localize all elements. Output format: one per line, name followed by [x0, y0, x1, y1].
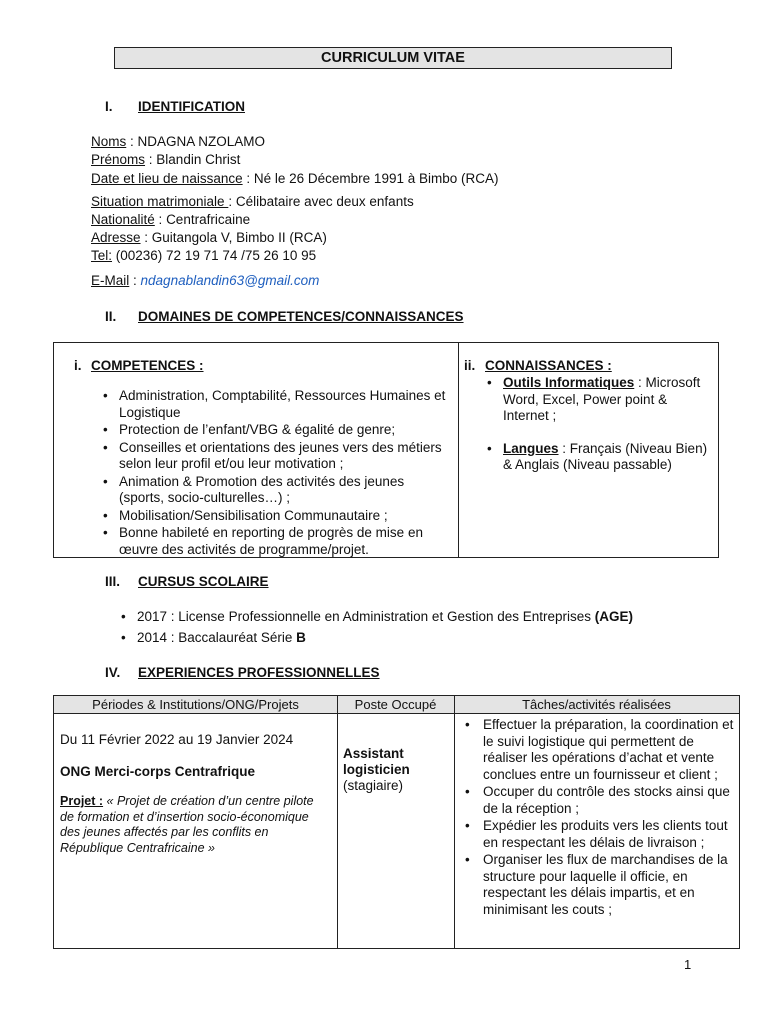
- page-number: 1: [684, 957, 692, 972]
- situation-value: Célibataire avec deux enfants: [235, 194, 414, 209]
- list-item: • Expédier les produits vers les clients tout en respectant les délais de livraison ;: [463, 818, 735, 851]
- noms-value: NDAGNA NZOLAMO: [137, 134, 266, 149]
- experience-projet: Projet : « Projet de création d’un centre pilote de formation et d’insertion socio-économique des jeunes affectés par les conflits en République Centrafricaine »: [60, 794, 314, 855]
- field-adresse: Adresse : Guitangola V, Bimbo II (RCA): [91, 230, 327, 245]
- cv-title: CURRICULUM VITAE: [114, 47, 672, 69]
- section-number: II.: [105, 309, 117, 324]
- list-item: • Administration, Comptabilité, Ressources Humaines et Logistique: [101, 388, 446, 421]
- list-item: • Organiser les flux de marchandises de la structure pour laquelle il officie, en respectant les délais impartis, et en minimisant les couts ;: [463, 852, 735, 918]
- cursus-list: [119, 607, 719, 649]
- header-periode: Périodes & Institutions/ONG/Projets: [92, 697, 299, 712]
- list-item: • Langues : Français (Niveau Bien) & Anglais (Niveau passable): [485, 441, 710, 474]
- naissance-value: Né le 26 Décembre 1991 à Bimbo (RCA): [253, 171, 499, 186]
- taches-list: [463, 717, 735, 919]
- section-title: CURSUS SCOLAIRE: [138, 574, 269, 589]
- field-situation: Situation matrimoniale : Célibataire avec deux enfants: [91, 194, 414, 209]
- list-item: • Outils Informatiques : Microsoft Word, Excel, Power point & Internet ;: [485, 375, 710, 425]
- list-item: • 2017 : License Professionnelle en Administration et Gestion des Entreprises (AGE): [119, 607, 719, 627]
- section-title: IDENTIFICATION: [138, 99, 245, 114]
- field-tel: Tel: (00236) 72 19 71 74 /75 26 10 95: [91, 248, 317, 263]
- list-item: • Bonne habileté en reporting de progrès de mise en œuvre des activités de programme/projet.: [101, 525, 446, 558]
- column-divider: [458, 343, 459, 557]
- field-email: E-Mail : ndagnablandin63@gmail.com: [91, 273, 320, 288]
- adresse-value: Guitangola V, Bimbo II (RCA): [151, 230, 327, 245]
- experience-period: Du 11 Février 2022 au 19 Janvier 2024: [60, 732, 294, 747]
- competences-list: [101, 388, 446, 559]
- experience-table: [53, 695, 740, 949]
- section-title: EXPERIENCES PROFESSIONNELLES: [138, 665, 380, 680]
- list-item: • 2014 : Baccalauréat Série B: [119, 628, 719, 648]
- list-item: • Mobilisation/Sensibilisation Communautaire ;: [101, 508, 446, 525]
- field-naissance: Date et lieu de naissance : Né le 26 Décembre 1991 à Bimbo (RCA): [91, 171, 499, 186]
- list-item: • Conseilles et orientations des jeunes vers des métiers selon leur profil et/ou leur motivation ;: [101, 440, 446, 473]
- field-noms: Noms : NDAGNA NZOLAMO: [91, 134, 266, 149]
- nationalite-value: Centrafricaine: [166, 212, 251, 227]
- competences-table: i. COMPETENCES : • Administration, Comptabilité, Ressources Humaines et Logistique • Protection de l’enfant/VBG & égalité de genre; • Conseilles et orientations des jeunes vers des métiers selon leur profil et/ou leur motivation ; • Animation & Promotion des activités des jeunes (sports, socio-culturelles…) ; • Mobilisation/Sensibilisation Communautaire ; • Bonne habileté en reporting de progrès de mise en œuvre des activités de programme/projet. ii. CONNAISSANCES : • Outils Informatiques : Microsoft Word, Excel, Power point & Internet ; • Langues : Français (Niveau Bien) & Anglais (Niveau passable): [53, 342, 719, 558]
- section-number: IV.: [105, 665, 121, 680]
- list-item: • Animation & Promotion des activités des jeunes (sports, socio-culturelles…) ;: [101, 474, 446, 507]
- experience-org: ONG Merci-corps Centrafrique: [60, 764, 256, 779]
- table-header: [54, 696, 739, 714]
- connaissances-list: [485, 375, 710, 475]
- list-item: • Effectuer la préparation, la coordination et le suivi logistique qui permettent de réaliser les opérations d’achat et vente conclues entre un fournisseur et client ;: [463, 717, 735, 783]
- prenoms-value: Blandin Christ: [156, 152, 241, 167]
- list-item: • Protection de l’enfant/VBG & égalité de genre;: [101, 422, 446, 439]
- field-prenoms: Prénoms : Blandin Christ: [91, 152, 241, 167]
- section-number: I.: [105, 99, 113, 114]
- column-divider: [337, 696, 338, 948]
- header-taches: Tâches/activités réalisées: [522, 697, 671, 712]
- experience-poste: Assistant logisticien (stagiaire): [343, 746, 410, 793]
- tel-value: (00236) 72 19 71 74 /75 26 10 95: [112, 248, 317, 263]
- section-title: DOMAINES DE COMPETENCES/CONNAISSANCES: [138, 309, 464, 324]
- email-link[interactable]: ndagnablandin63@gmail.com: [140, 273, 320, 288]
- list-item: • Occuper du contrôle des stocks ainsi que de la réception ;: [463, 784, 735, 817]
- column-divider: [454, 696, 455, 948]
- section-number: III.: [105, 574, 121, 589]
- field-nationalite: Nationalité : Centrafricaine: [91, 212, 251, 227]
- header-poste: Poste Occupé: [354, 697, 437, 712]
